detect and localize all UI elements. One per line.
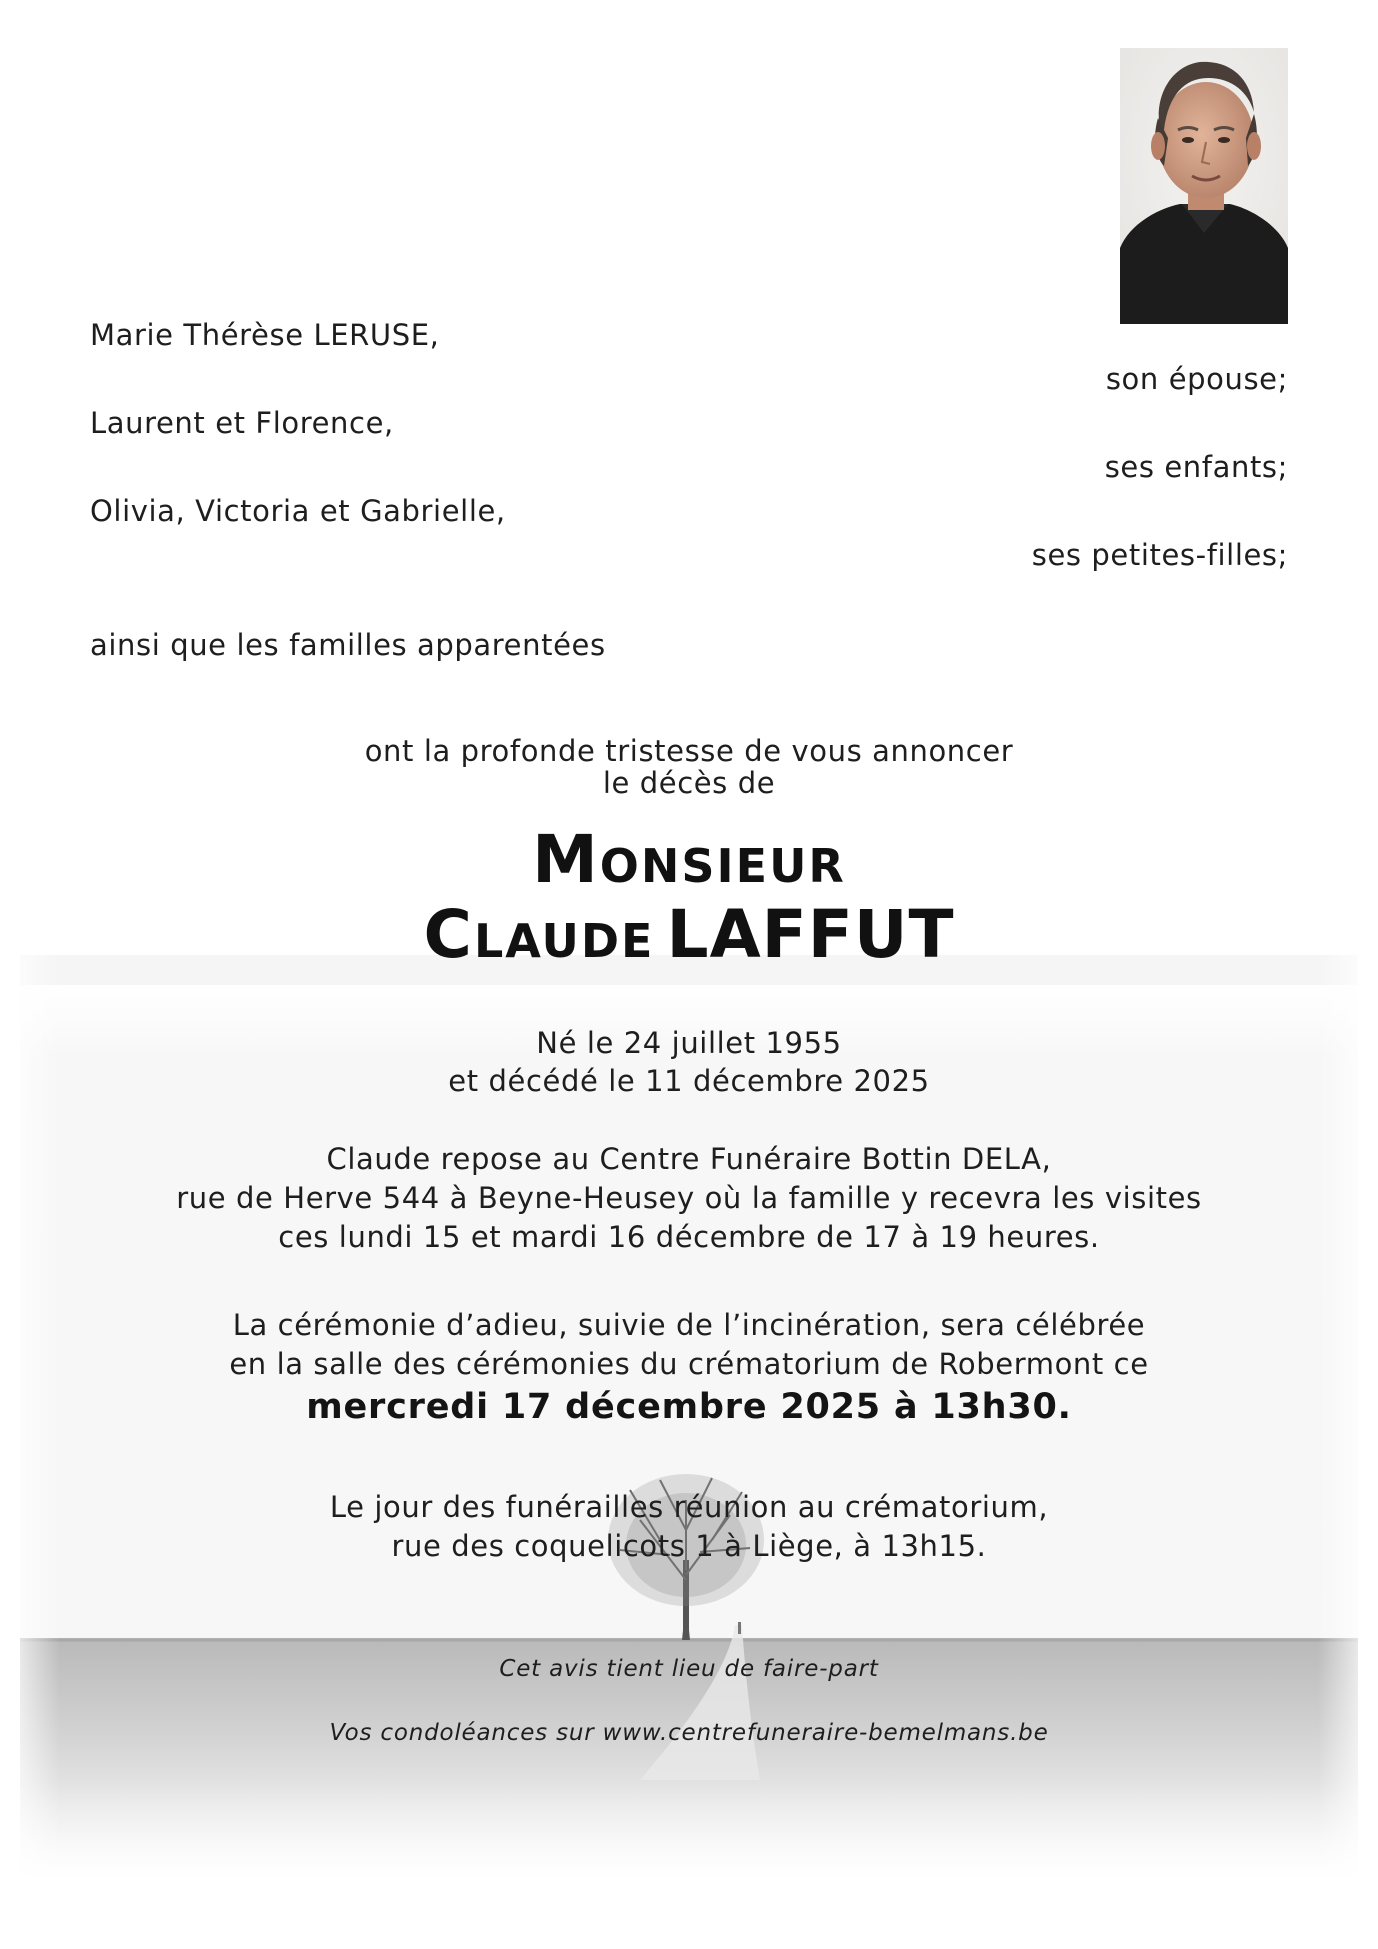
announcement-line-2: le décès de [602,766,776,800]
ceremony-line-1: La cérémonie d’adieu, suivie de l’incinération, sera célébrée [232,1308,1146,1342]
last-name: LAFFUT [666,896,955,973]
deceased-name [0,895,1378,974]
relatives-line: ainsi que les familles apparentées [90,628,606,662]
ceremony-date: mercredi 17 décembre 2025 à 13h30. [306,1387,1072,1427]
deceased-title [0,820,1378,899]
ceremony-line-2: en la salle des cérémonies du crématorium de Robermont ce [229,1347,1149,1381]
announcement-line-1: ont la profonde tristesse de vous annoncer [364,734,1014,768]
wife-relation: son épouse; [1105,362,1288,396]
notice-text: Cet avis tient lieu de faire-part [499,1656,879,1682]
children-relation: ses enfants; [1104,450,1288,484]
wife-name: Marie Thérèse LERUSE, [90,318,440,352]
children-names: Laurent et Florence, [90,406,394,440]
death-date: et décédé le 11 décembre 2025 [448,1064,930,1098]
birth-date: Né le 24 juillet 1955 [536,1026,842,1060]
grandchildren-names: Olivia, Victoria et Gabrielle, [90,494,506,528]
portrait-photo [1120,48,1288,324]
grandchildren-relation: ses petites-filles; [1031,538,1288,572]
visitation-line-3: ces lundi 15 et mardi 16 décembre de 17 à 19 heures. [278,1220,1100,1254]
condolences-text: Vos condoléances sur www.centrefuneraire-bemelmans.be [329,1720,1049,1746]
visitation-line-1: Claude repose au Centre Funéraire Bottin DELA, [326,1142,1052,1176]
meeting-line-2: rue des coquelicots 1 à Liège, à 13h15. [391,1529,987,1563]
honorific: Monsieur [532,821,846,898]
first-name: Claude [423,896,655,973]
visitation-line-2: rue de Herve 544 à Beyne-Heusey où la famille y recevra les visites [176,1181,1202,1215]
meeting-line-1: Le jour des funérailles réunion au crématorium, [329,1490,1049,1524]
